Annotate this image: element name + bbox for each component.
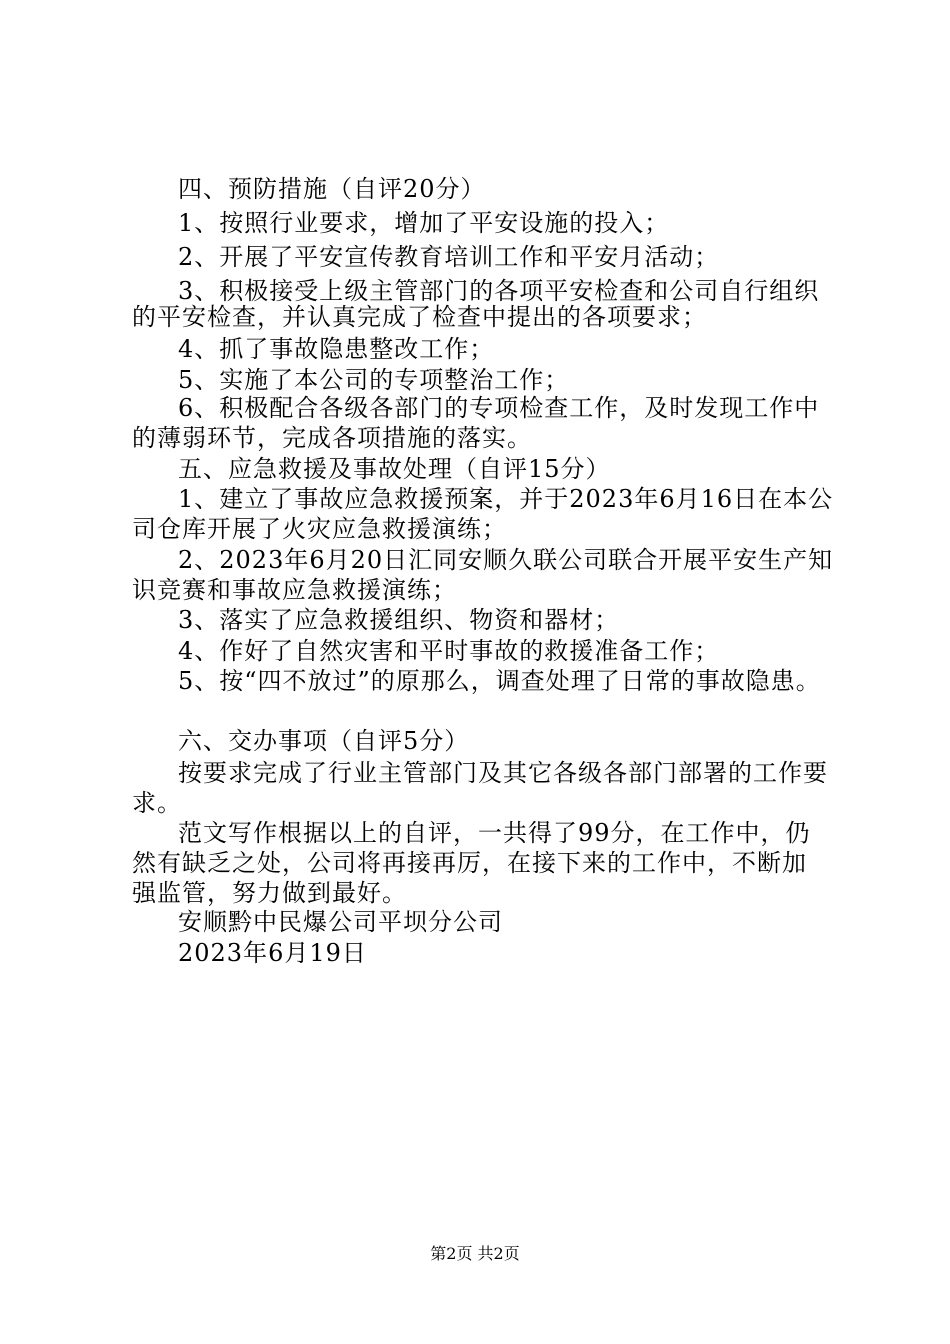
paragraph-line: 6、积极配合各级各部门的专项检查工作，及时发现工作中 (178, 394, 820, 422)
paragraph-line: 然有缺乏之处，公司将再接再厉，在接下来的工作中，不断加 (132, 849, 807, 877)
paragraph-line: 的薄弱环节，完成各项措施的落实。 (132, 424, 532, 452)
paragraph-line: 范文写作根据以上的自评，一共得了99分，在工作中，仍 (178, 819, 811, 847)
paragraph-line: 4、作好了自然灾害和平时事故的救援准备工作； (178, 637, 720, 665)
paragraph-line: 5、实施了本公司的专项整治工作； (178, 366, 570, 394)
section-heading-5: 五、应急救援及事故处理（自评15分） (178, 455, 611, 483)
signature-date: 2023年6月19日 (178, 939, 367, 967)
page-footer: 第2页 共2页 (430, 1244, 520, 1263)
paragraph-line: 的平安检查，并认真完成了检查中提出的各项要求； (132, 303, 707, 331)
paragraph-line: 1、按照行业要求，增加了平安设施的投入； (178, 209, 670, 237)
paragraph-line: 3、落实了应急救援组织、物资和器材； (178, 606, 620, 634)
paragraph-line: 强监管，努力做到最好。 (132, 879, 407, 907)
paragraph-line: 司仓库开展了火灾应急救援演练； (132, 515, 507, 543)
paragraph-line: 识竞赛和事故应急救援演练； (132, 576, 457, 604)
signature-company: 安顺黔中民爆公司平坝分公司 (178, 908, 503, 936)
paragraph-line: 1、建立了事故应急救援预案，并于2023年6月16日在本公 (178, 485, 834, 513)
paragraph-line: 求。 (132, 789, 182, 817)
paragraph-line: 2、开展了平安宣传教育培训工作和平安月活动； (178, 243, 720, 271)
paragraph-line: 4、抓了事故隐患整改工作； (178, 335, 495, 363)
paragraph-line: 2、2023年6月20日汇同安顺久联公司联合开展平安生产知 (178, 546, 834, 574)
section-heading-6: 六、交办事项（自评5分） (178, 727, 470, 755)
paragraph-line: 按要求完成了行业主管部门及其它各级各部门部署的工作要 (178, 759, 828, 787)
section-heading-4: 四、预防措施（自评20分） (178, 175, 486, 203)
paragraph-line: 5、按“四不放过”的原那么，调查处理了日常的事故隐患。 (178, 667, 821, 695)
paragraph-line: 3、积极接受上级主管部门的各项平安检查和公司自行组织 (178, 277, 820, 305)
